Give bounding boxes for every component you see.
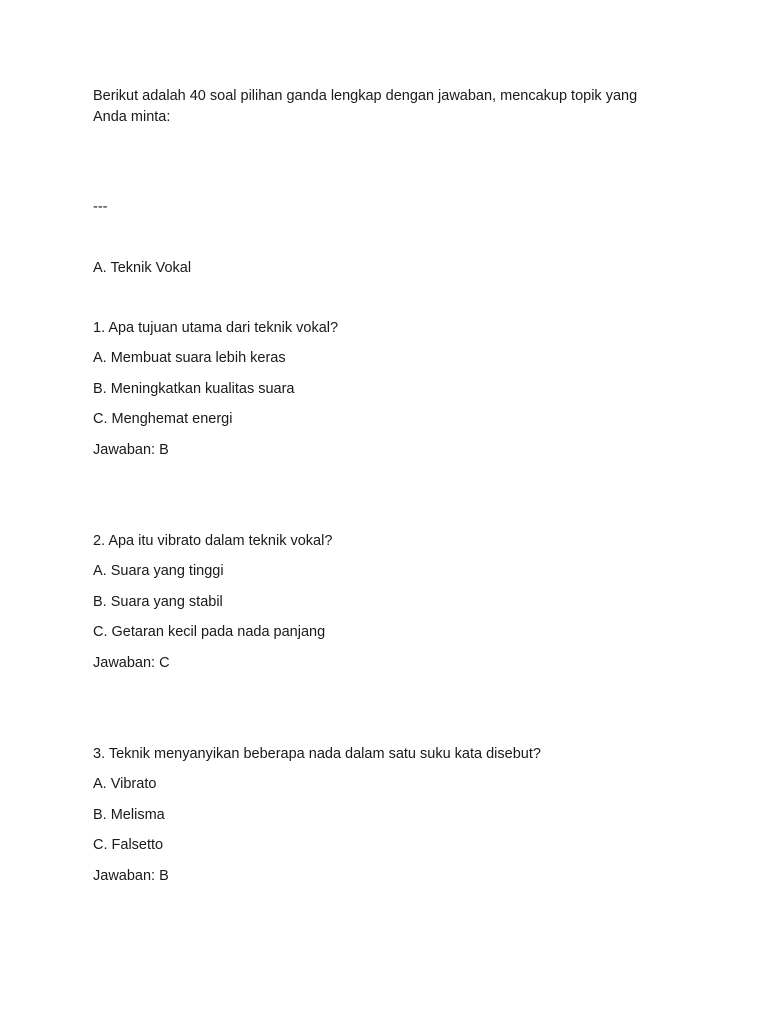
- answer-text: Jawaban: C: [93, 654, 170, 671]
- option-c: C. Falsetto: [93, 837, 164, 854]
- document-page: [93, 86, 673, 884]
- option-c: C. Getaran kecil pada nada panjang: [93, 624, 326, 641]
- intro-text: Berikut adalah 40 soal pilihan ganda lengkap dengan jawaban, mencakup topik yang Anda minta:: [93, 88, 638, 125]
- question-block-1: [93, 318, 673, 470]
- option-c: C. Menghemat energi: [93, 411, 233, 428]
- question-block-3: [93, 744, 673, 896]
- answer-text: Jawaban: B: [93, 441, 169, 458]
- separator: ---: [93, 199, 108, 215]
- answer-text: Jawaban: B: [93, 867, 169, 884]
- section-title: A. Teknik Vokal: [93, 260, 192, 276]
- option-b: B. Suara yang stabil: [93, 593, 223, 610]
- option-a: A. Vibrato: [93, 776, 157, 793]
- option-a: A. Suara yang tinggi: [93, 563, 224, 580]
- question-text: 1. Apa tujuan utama dari teknik vokal?: [93, 320, 339, 336]
- question-block-2: [93, 531, 673, 683]
- option-b: B. Melisma: [93, 806, 165, 823]
- option-a: A. Membuat suara lebih keras: [93, 350, 286, 367]
- question-text: 2. Apa itu vibrato dalam teknik vokal?: [93, 533, 333, 549]
- option-b: B. Meningkatkan kualitas suara: [93, 380, 295, 397]
- question-text: 3. Teknik menyanyikan beberapa nada dalam satu suku kata disebut?: [93, 746, 541, 762]
